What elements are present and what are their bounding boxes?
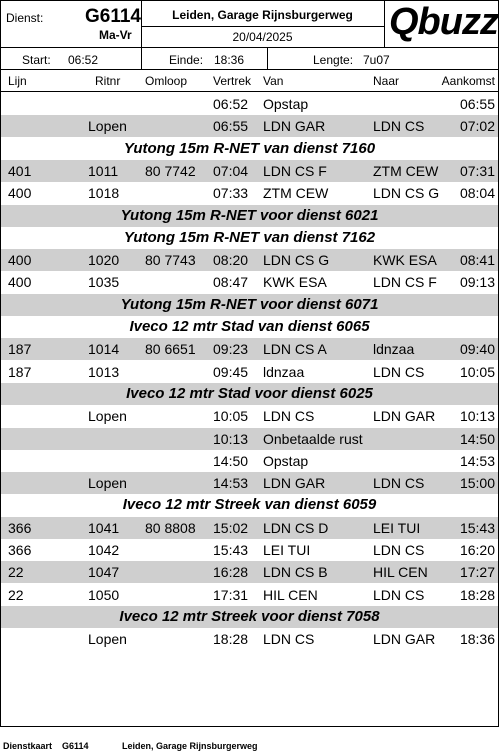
- cell-vertrek: 09:45: [213, 363, 249, 380]
- cell-van: LDN GAR: [263, 118, 326, 135]
- cell-lijn: 400: [8, 185, 32, 202]
- cell-aankomst: 18:28: [459, 586, 495, 603]
- footer-dienst-code: G6114: [62, 741, 89, 751]
- cell-omloop: 80 7742: [145, 162, 196, 179]
- start-label: Start:: [22, 53, 51, 67]
- cell-vertrek: 18:28: [213, 631, 249, 648]
- cell-aankomst: 07:02: [459, 118, 495, 135]
- col-van: Van: [263, 74, 284, 88]
- cell-naar: KWK ESA: [373, 252, 437, 269]
- trip-row: [1, 271, 498, 293]
- trip-row: [1, 115, 498, 137]
- trip-row: [1, 160, 498, 182]
- cell-ritnr: Lopen: [88, 408, 127, 425]
- section-heading: Yutong 15m R-NET voor dienst 6021: [1, 205, 498, 227]
- cell-aankomst: 08:04: [459, 185, 495, 202]
- cell-aankomst: 10:13: [459, 408, 495, 425]
- cell-van: Opstap: [263, 452, 309, 469]
- cell-ritnr: 1013: [88, 363, 120, 380]
- cell-lijn: 22: [8, 564, 24, 581]
- trip-row: [1, 428, 498, 450]
- cell-van: LDN CS G: [263, 252, 330, 269]
- cell-vertrek: 07:33: [213, 185, 249, 202]
- trip-row: [1, 584, 498, 606]
- cell-aankomst: 06:55: [459, 96, 495, 112]
- cell-ritnr: 1020: [88, 252, 120, 269]
- cell-van: HIL CEN: [263, 586, 318, 603]
- trip-row: [1, 338, 498, 360]
- cell-aankomst: 07:31: [459, 162, 495, 179]
- cell-lijn: 366: [8, 542, 32, 558]
- cell-naar: LDN CS F: [373, 274, 437, 291]
- cell-vertrek: 06:55: [213, 118, 249, 135]
- cell-ritnr: 1018: [88, 185, 120, 202]
- cell-vertrek: 06:52: [213, 96, 249, 112]
- qbuzz-logo: Qbuzz: [389, 1, 498, 43]
- cell-vertrek: 14:53: [213, 475, 249, 492]
- start-value: 06:52: [68, 53, 99, 67]
- cell-naar: LDN CS: [373, 542, 425, 558]
- cell-aankomst: 15:43: [459, 519, 495, 536]
- cell-naar: LDN CS: [373, 363, 425, 380]
- cell-omloop: 80 7743: [145, 252, 196, 269]
- cell-naar: LDN GAR: [373, 408, 436, 425]
- cell-ritnr: 1011: [88, 162, 119, 179]
- cell-ritnr: 1041: [88, 519, 120, 536]
- cell-vertrek: 07:04: [213, 162, 249, 179]
- cell-naar: HIL CEN: [373, 564, 428, 581]
- cell-van: LDN CS D: [263, 519, 329, 536]
- day-type: Ma-Vr: [99, 28, 132, 42]
- cell-naar: LDN CS: [373, 475, 425, 492]
- col-vertrek: Vertrek: [213, 74, 252, 88]
- section-heading: Yutong 15m R-NET van dienst 7160: [123, 139, 376, 157]
- cell-aankomst: 16:20: [459, 542, 495, 558]
- trip-row: [1, 628, 498, 650]
- cell-aankomst: 15:00: [459, 475, 495, 492]
- cell-vertrek: 08:47: [213, 274, 249, 291]
- cell-van: ldnzaa: [263, 363, 305, 380]
- trip-row: [1, 539, 498, 561]
- trip-row: [1, 405, 498, 427]
- cell-vertrek: 14:50: [213, 452, 249, 469]
- garage-name: Leiden, Garage Rijnsburgerweg: [172, 8, 353, 22]
- cell-naar: LDN CS: [373, 118, 425, 135]
- section-heading: Iveco 12 mtr Stad van dienst 6065: [129, 318, 370, 335]
- cell-aankomst: 18:36: [459, 631, 495, 648]
- trip-row: [1, 361, 498, 383]
- dienst-code: G6114: [85, 6, 141, 27]
- cell-van: ZTM CEW: [263, 185, 329, 202]
- cell-naar: LEI TUI: [373, 519, 421, 536]
- einde-label: Einde:: [169, 53, 204, 67]
- trip-row: [1, 450, 498, 472]
- cell-omloop: 80 6651: [145, 341, 196, 358]
- cell-ritnr: 1050: [88, 586, 120, 603]
- trip-row: [1, 249, 498, 271]
- cell-van: Opstap: [263, 96, 309, 112]
- cell-van: LDN CS: [263, 408, 315, 425]
- cell-ritnr: Lopen: [88, 118, 127, 135]
- cell-van: Onbetaalde rust: [263, 430, 363, 447]
- cell-lijn: 187: [8, 363, 32, 380]
- dienst-label: Dienst:: [6, 11, 44, 25]
- section-heading: Iveco 12 mtr Streek van dienst 6059: [122, 496, 377, 514]
- cell-van: LDN CS F: [263, 162, 327, 179]
- cell-ritnr: Lopen: [88, 631, 127, 648]
- cell-ritnr: 1035: [88, 274, 120, 291]
- cell-van: LDN CS A: [263, 341, 327, 358]
- cell-vertrek: 17:31: [213, 586, 249, 603]
- cell-van: LDN GAR: [263, 475, 326, 492]
- cell-lijn: 22: [8, 586, 24, 603]
- cell-ritnr: 1047: [88, 564, 120, 581]
- lengte-label: Lengte:: [313, 53, 354, 67]
- cell-aankomst: 10:05: [459, 363, 495, 380]
- cell-lijn: 400: [8, 252, 32, 269]
- section-heading: Iveco 12 mtr Streek voor dienst 7058: [1, 606, 498, 628]
- cell-aankomst: 17:27: [459, 564, 495, 581]
- cell-vertrek: 16:28: [213, 564, 249, 581]
- cell-omloop: 80 8808: [145, 519, 196, 536]
- footer-garage: Leiden, Garage Rijnsburgerweg: [122, 741, 258, 751]
- cell-vertrek: 10:05: [213, 408, 249, 425]
- section-heading: Yutong 15m R-NET voor dienst 6071: [1, 294, 498, 316]
- col-ritnr: Ritnr: [95, 74, 121, 88]
- card-date: 20/04/2025: [232, 30, 293, 44]
- cell-vertrek: 15:43: [213, 542, 249, 558]
- footer-label: Dienstkaart: [3, 741, 53, 751]
- cell-aankomst: 14:50: [459, 430, 495, 447]
- cell-aankomst: 08:41: [459, 252, 495, 269]
- cell-vertrek: 08:20: [213, 252, 249, 269]
- cell-aankomst: 09:40: [459, 341, 495, 358]
- cell-aankomst: 14:53: [459, 452, 495, 469]
- cell-vertrek: 15:02: [213, 519, 249, 536]
- section-heading: Iveco 12 mtr Stad voor dienst 6025: [1, 383, 498, 405]
- cell-lijn: 401: [8, 162, 32, 179]
- cell-van: LDN CS B: [263, 564, 328, 581]
- cell-naar: LDN CS G: [373, 185, 440, 202]
- cell-ritnr: 1042: [88, 542, 120, 558]
- cell-naar: ldnzaa: [373, 341, 415, 358]
- cell-lijn: 366: [8, 519, 32, 536]
- trip-row: [1, 517, 498, 539]
- cell-van: KWK ESA: [263, 274, 327, 291]
- trip-row: [1, 472, 498, 494]
- cell-naar: LDN CS: [373, 586, 425, 603]
- col-naar: Naar: [373, 74, 400, 88]
- col-omloop: Omloop: [145, 74, 188, 88]
- cell-vertrek: 09:23: [213, 341, 249, 358]
- col-aankomst: Aankomst: [441, 74, 495, 88]
- cell-lijn: 400: [8, 274, 32, 291]
- cell-lijn: 187: [8, 341, 32, 358]
- trip-row: [1, 182, 498, 204]
- cell-aankomst: 09:13: [459, 274, 495, 291]
- col-lijn: Lijn: [8, 74, 27, 88]
- trip-row: [1, 561, 498, 583]
- section-heading: Yutong 15m R-NET van dienst 7162: [123, 228, 376, 246]
- cell-vertrek: 10:13: [213, 430, 249, 447]
- cell-van: LDN CS: [263, 631, 315, 648]
- column-header-row: [1, 72, 498, 90]
- cell-van: LEI TUI: [263, 542, 311, 558]
- trip-row: [1, 93, 498, 115]
- einde-value: 18:36: [214, 53, 245, 67]
- cell-naar: ZTM CEW: [373, 162, 439, 179]
- cell-ritnr: Lopen: [88, 475, 127, 492]
- lengte-value: 7u07: [363, 53, 390, 67]
- cell-naar: LDN GAR: [373, 631, 436, 648]
- cell-ritnr: 1014: [88, 341, 120, 358]
